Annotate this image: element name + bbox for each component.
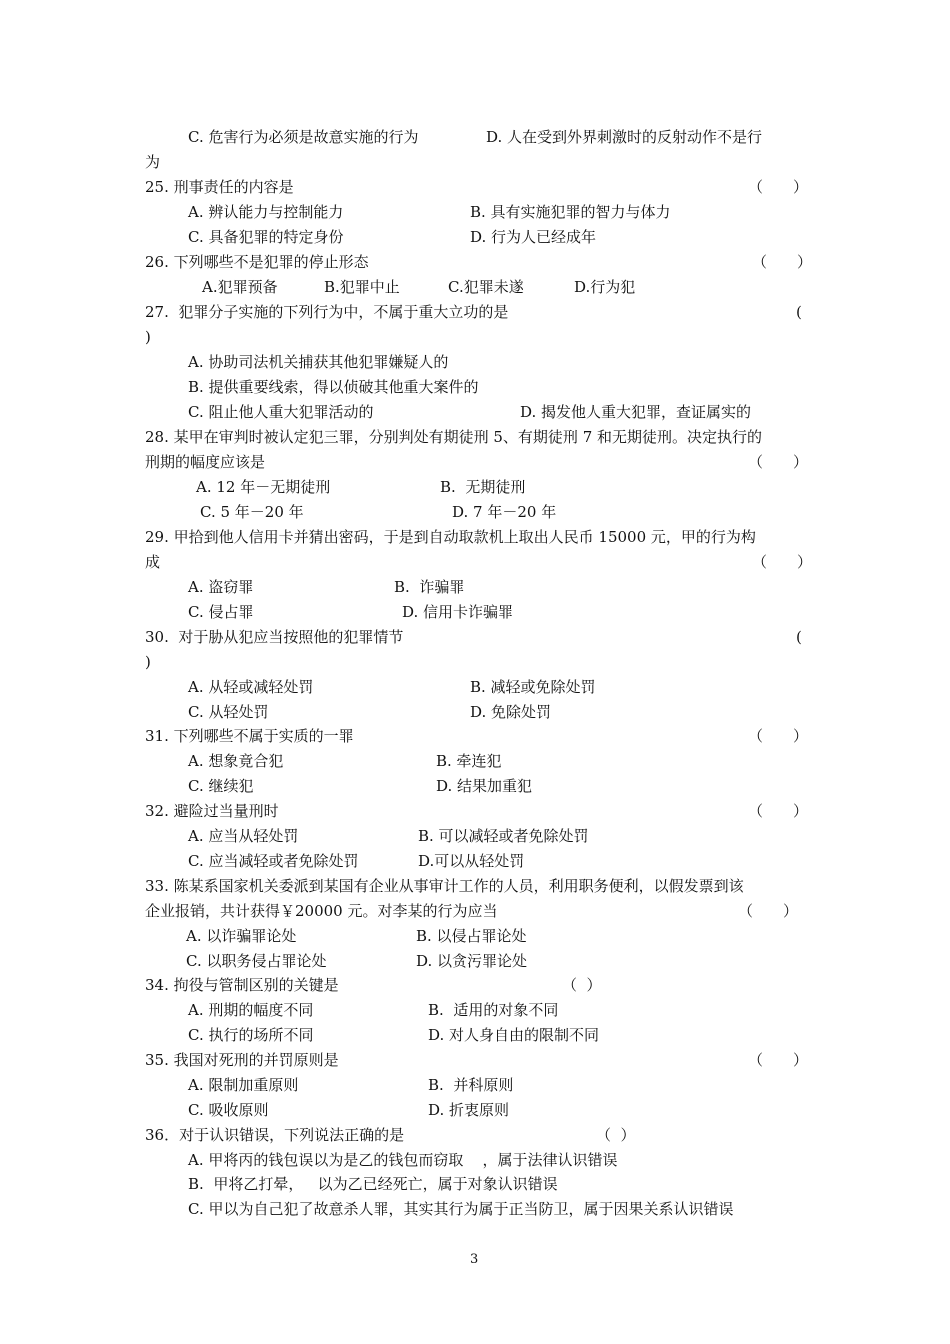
answer-bracket: （ ）	[748, 178, 809, 196]
option: C. 具备犯罪的特定身份	[188, 228, 344, 246]
text-line: 企业报销，共计获得￥20000 元。对李某的行为应当	[145, 902, 498, 920]
option: B. 具有实施犯罪的智力与体力	[470, 203, 671, 221]
option: D. 免除处罚	[470, 703, 552, 721]
option: A. 甲将丙的钱包误以为是乙的钱包而窃取 ，属于法律认识错误	[188, 1151, 618, 1169]
option: A. 应当从轻处罚	[188, 827, 299, 845]
text-line: 为	[145, 153, 161, 171]
question-33: 33. 陈某系国家机关委派到某国有企业从事审计工作的人员，利用职务便利，以假发票到该	[145, 877, 744, 895]
option: D. 行为人已经成年	[470, 228, 597, 246]
option: B. 牵连犯	[436, 752, 502, 770]
text-line: D. 人在受到外界刺激时的反射动作不是行	[486, 128, 763, 146]
option: A. 从轻或减轻处罚	[188, 678, 314, 696]
answer-bracket: （ ）	[752, 553, 813, 571]
option: A. 辨认能力与控制能力	[188, 203, 344, 221]
option: A. 协助司法机关捕获其他犯罪嫌疑人的	[188, 353, 449, 371]
option: C. 阻止他人重大犯罪活动的	[188, 403, 374, 421]
option: B. 诈骗罪	[394, 578, 465, 596]
question-26: 26. 下列哪些不是犯罪的停止形态	[145, 253, 369, 271]
text-line: C. 危害行为必须是故意实施的行为	[188, 128, 419, 146]
answer-bracket: （ ）	[562, 976, 602, 994]
option: D. 信用卡诈骗罪	[402, 603, 514, 621]
option: D. 结果加重犯	[436, 777, 533, 795]
option: C. 甲以为自己犯了故意杀人罪，其实其行为属于正当防卫，属于因果关系认识错误	[188, 1200, 734, 1218]
question-34: 34. 拘役与管制区别的关键是	[145, 976, 339, 994]
question-27: 27. 犯罪分子实施的下列行为中，不属于重大立功的是	[145, 303, 509, 321]
answer-bracket: （ ）	[752, 253, 813, 271]
text-line: 刑期的幅度应该是	[145, 453, 266, 471]
option: D.行为犯	[574, 278, 636, 296]
option: A. 限制加重原则	[188, 1076, 299, 1094]
answer-bracket: （ ）	[748, 802, 809, 820]
answer-bracket: （ ）	[748, 453, 809, 471]
question-32: 32. 避险过当量刑时	[145, 802, 279, 820]
option: B. 可以减轻或者免除处罚	[418, 827, 589, 845]
question-25: 25. 刑事责任的内容是	[145, 178, 294, 196]
option: C. 侵占罪	[188, 603, 254, 621]
question-30: 30. 对于胁从犯应当按照他的犯罪情节	[145, 628, 404, 646]
option: C. 从轻处罚	[188, 703, 269, 721]
text-line: 成	[145, 553, 161, 571]
option: B. 减轻或免除处罚	[470, 678, 596, 696]
answer-bracket: （ ）	[748, 1051, 809, 1069]
option: C.犯罪未遂	[448, 278, 524, 296]
answer-bracket: （ ）	[738, 902, 799, 920]
option: A. 想象竟合犯	[188, 752, 284, 770]
option: D.可以从轻处罚	[418, 852, 525, 870]
option: D. 对人身自由的限制不同	[428, 1026, 600, 1044]
option: B. 无期徒刑	[440, 478, 526, 496]
option: C. 以职务侵占罪论处	[186, 952, 327, 970]
option: D. 7 年－20 年	[452, 503, 557, 521]
option: C. 吸收原则	[188, 1101, 269, 1119]
answer-bracket: （ ）	[596, 1126, 636, 1144]
question-35: 35. 我国对死刑的并罚原则是	[145, 1051, 339, 1069]
option: B. 提供重要线索，得以侦破其他重大案件的	[188, 378, 479, 396]
option: B.犯罪中止	[324, 278, 400, 296]
question-29: 29. 甲拾到他人信用卡并猜出密码，于是到自动取款机上取出人民币 15000 元，甲的行为构	[145, 528, 756, 546]
answer-bracket-open: (	[796, 303, 802, 321]
option: A. 12 年－无期徒刑	[196, 478, 331, 496]
option: C. 应当减轻或者免除处罚	[188, 852, 359, 870]
option: A. 刑期的幅度不同	[188, 1001, 314, 1019]
option: B. 适用的对象不同	[428, 1001, 559, 1019]
option: C. 5 年－20 年	[200, 503, 304, 521]
text-line: )	[145, 653, 151, 671]
text-line: )	[145, 328, 151, 346]
option: C. 继续犯	[188, 777, 254, 795]
option: C. 执行的场所不同	[188, 1026, 314, 1044]
option: B. 甲将乙打晕， 以为乙已经死亡，属于对象认识错误	[188, 1175, 558, 1193]
option: D. 折衷原则	[428, 1101, 510, 1119]
question-28: 28. 某甲在审判时被认定犯三罪，分别判处有期徒刑 5、有期徒刑 7 和无期徒刑。决定执行的	[145, 428, 763, 446]
option: B. 以侵占罪论处	[416, 927, 527, 945]
option: D. 以贪污罪论处	[416, 952, 528, 970]
question-36: 36．对于认识错误，下列说法正确的是	[145, 1126, 405, 1144]
answer-bracket-open: (	[796, 628, 802, 646]
option: A.犯罪预备	[202, 278, 278, 296]
question-31: 31. 下列哪些不属于实质的一罪	[145, 727, 354, 745]
answer-bracket: （ ）	[748, 727, 809, 745]
option: A. 以诈骗罪论处	[186, 927, 297, 945]
page-number: 3	[470, 1252, 479, 1267]
option: A. 盗窃罪	[188, 578, 254, 596]
option: D. 揭发他人重大犯罪，查证属实的	[520, 403, 752, 421]
option: B. 并科原则	[428, 1076, 514, 1094]
